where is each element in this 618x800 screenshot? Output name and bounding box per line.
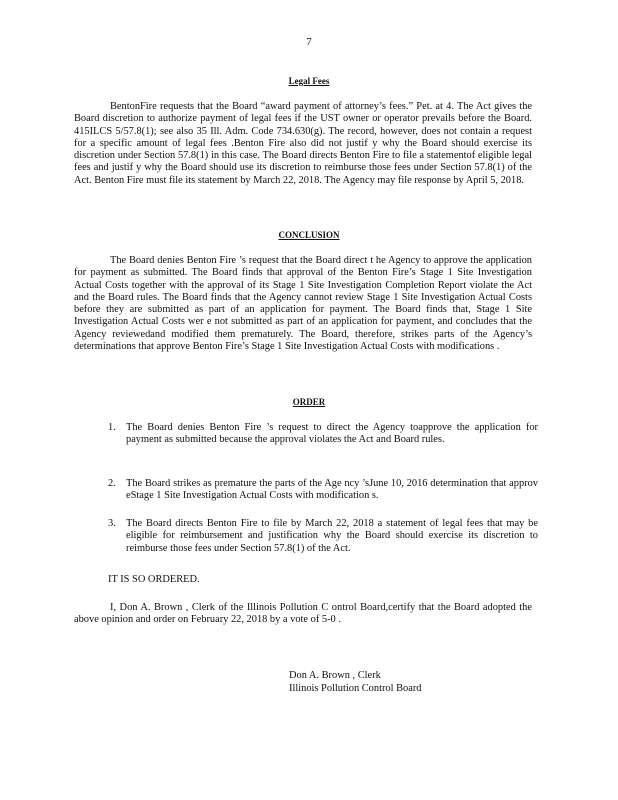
certification-text: I, Don A. Brown , Clerk of the Illinois Pollution C ontrol Board,certify that the Board adopted the above opinion and order on February 22, 2018 by a vote of 5-0 . bbox=[74, 602, 532, 626]
conclusion-paragraph bbox=[74, 255, 532, 353]
order-item-text: The Board strikes as premature the parts of the Age ncy ’sJune 10, 2016 determination that approv eStage 1 Site Investigation Actual Costs with modification s. bbox=[126, 478, 538, 502]
order-item-text: The Board directs Benton Fire to file by March 22, 2018 a statement of legal fees that may be eligible for reimbursement and justification why the Board should exercise its discretion to reimburse those fees under Section 57.8(1) of the Act. bbox=[126, 518, 538, 554]
order-heading: ORDER bbox=[292, 397, 326, 407]
order-item-number: 2. bbox=[108, 478, 116, 489]
conclusion-text: The Board denies Benton Fire ’s request that the Board direct t he Agency to approve the application for payment as submitted. The Board finds that approval of the Benton Fire’s Stage 1 Site Investigation Actual Costs together with the approval of its Stage 1 Site Investigation Completion Report violate the Act and the Board rules. The Board finds that the Agency cannot review Stage 1 Site Investigation Actual Costs before they are submitted as part of an application for payment. The Board finds that, Stage 1 Site Investigation Actual Costs wer e not submitted as part of an application for payment, and concludes that the Agency reviewedand modified them prematurely. The Board, therefore, strikes parts of the Agency’s determinations that approve Benton Fire’s Stage 1 Site Investigation Actual Costs with modifications . bbox=[74, 255, 532, 353]
legal-fees-paragraph bbox=[74, 101, 532, 187]
order-item-number: 1. bbox=[108, 422, 116, 433]
legal-fees-text: BentonFire requests that the Board “award payment of attorney’s fees.” Pet. at 4. The Act gives the Board discretion to authorize payment of legal fees if the UST owner or operator prevails before the Board. 415ILCS 5/57.8(1); see also 35 Ill. Adm. Code 734.630(g). The record, however, does not contain a request for a specific amount of legal fees .Benton Fire also did not justif y why the Board should exercise its discretion under Section 57.8(1) in this case. The Board directs Benton Fire to file a statementof eligible legal fees and justif y why the Board should use its discretion to reimburse those fees under Section 57.8(1) of the Act. Benton Fire must file its statement by March 22, 2018. The Agency may file response by April 5, 2018. bbox=[74, 101, 532, 186]
signature-name: Don A. Brown , Clerk bbox=[289, 670, 381, 681]
signature-org: Illinois Pollution Control Board bbox=[289, 683, 422, 694]
certification-paragraph bbox=[74, 602, 532, 627]
page-number: 7 bbox=[306, 36, 312, 48]
order-item-number: 3. bbox=[108, 518, 116, 529]
conclusion-heading: CONCLUSION bbox=[278, 230, 340, 240]
so-ordered: IT IS SO ORDERED. bbox=[108, 574, 200, 585]
order-item-text: The Board denies Benton Fire ’s request to direct the Agency toapprove the application for payment as submitted because the approval violates the Act and Board rules. bbox=[126, 422, 538, 446]
legal-fees-heading: Legal Fees bbox=[288, 76, 330, 86]
